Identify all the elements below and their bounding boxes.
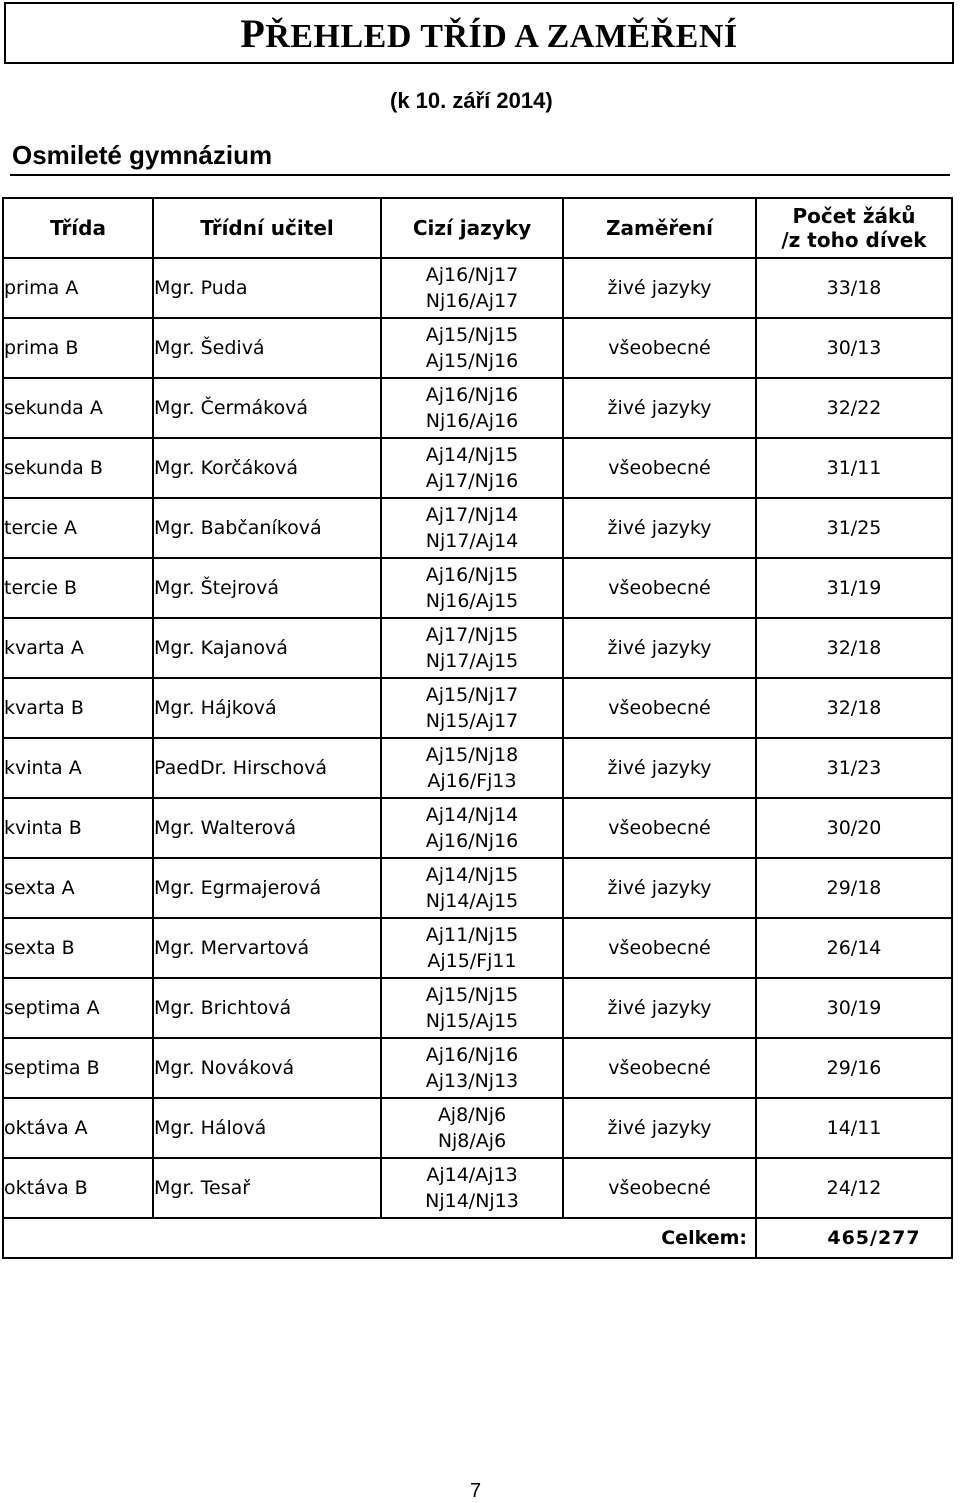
language-group-2: Nj8/Aj6	[437, 1130, 507, 1152]
cell-count: 32/18	[756, 618, 952, 678]
cell-class: tercie A	[3, 498, 153, 558]
cell-teacher: Mgr. Egrmajerová	[153, 858, 381, 918]
cell-count: 31/11	[756, 438, 952, 498]
table-row	[3, 438, 952, 498]
language-group-1: Aj15/Nj18	[425, 744, 519, 766]
title-box	[4, 2, 954, 64]
title-rest: ŘEHLED TŘÍD A ZAMĚŘENÍ	[265, 17, 738, 55]
language-group-1: Aj15/Nj17	[425, 684, 519, 706]
cell-languages	[381, 558, 563, 618]
language-group-1: Aj17/Nj15	[425, 624, 519, 646]
cell-focus: všeobecné	[563, 798, 756, 858]
cell-count: 33/18	[756, 258, 952, 318]
cell-class: tercie B	[3, 558, 153, 618]
language-group-1: Aj15/Nj15	[425, 324, 519, 346]
cell-languages	[381, 1158, 563, 1218]
language-group-2: Nj17/Aj14	[425, 530, 519, 552]
cell-languages	[381, 738, 563, 798]
table-row	[3, 378, 952, 438]
cell-teacher: Mgr. Puda	[153, 258, 381, 318]
cell-class: sekunda A	[3, 378, 153, 438]
cell-count: 30/19	[756, 978, 952, 1038]
cell-focus: živé jazyky	[563, 1098, 756, 1158]
cell-class: oktáva B	[3, 1158, 153, 1218]
divider-line	[10, 174, 950, 176]
cell-focus: všeobecné	[563, 558, 756, 618]
header-count	[756, 198, 952, 258]
cell-class: kvarta B	[3, 678, 153, 738]
cell-count: 31/25	[756, 498, 952, 558]
cell-focus: živé jazyky	[563, 858, 756, 918]
language-group-2: Aj15/Fj11	[427, 950, 517, 972]
table-row	[3, 1038, 952, 1098]
cell-count: 31/19	[756, 558, 952, 618]
cell-count: 24/12	[756, 1158, 952, 1218]
cell-count: 30/13	[756, 318, 952, 378]
header-focus: Zaměření	[563, 198, 756, 258]
table-row	[3, 558, 952, 618]
total-row	[3, 1218, 952, 1258]
cell-class: kvarta A	[3, 618, 153, 678]
cell-teacher: Mgr. Šedivá	[153, 318, 381, 378]
cell-languages	[381, 678, 563, 738]
table-row	[3, 1098, 952, 1158]
cell-count: 30/20	[756, 798, 952, 858]
cell-focus: všeobecné	[563, 1038, 756, 1098]
cell-focus: všeobecné	[563, 678, 756, 738]
language-group-2: Aj16/Nj16	[425, 830, 519, 852]
cell-teacher: Mgr. Hájková	[153, 678, 381, 738]
cell-languages	[381, 858, 563, 918]
table-header-row	[3, 198, 952, 258]
total-label: Celkem:	[3, 1218, 756, 1258]
language-group-1: Aj16/Nj16	[425, 384, 519, 406]
header-languages: Cizí jazyky	[381, 198, 563, 258]
cell-languages	[381, 378, 563, 438]
language-group-2: Nj16/Aj17	[425, 290, 519, 312]
language-group-1: Aj14/Nj15	[425, 444, 519, 466]
language-group-2: Aj13/Nj13	[425, 1070, 519, 1092]
cell-class: prima A	[3, 258, 153, 318]
language-group-2: Aj15/Nj16	[425, 350, 519, 372]
cell-count: 29/16	[756, 1038, 952, 1098]
cell-class: prima B	[3, 318, 153, 378]
date-subtitle: (k 10. září 2014)	[390, 88, 553, 113]
cell-teacher: Mgr. Hálová	[153, 1098, 381, 1158]
header-class: Třída	[3, 198, 153, 258]
language-group-1: Aj15/Nj15	[425, 984, 519, 1006]
language-group-2: Nj14/Aj15	[425, 890, 519, 912]
cell-class: oktáva A	[3, 1098, 153, 1158]
language-group-1: Aj17/Nj14	[425, 504, 519, 526]
language-group-2: Nj15/Aj15	[425, 1010, 519, 1032]
cell-languages	[381, 1038, 563, 1098]
table-row	[3, 918, 952, 978]
language-group-2: Nj17/Aj15	[425, 650, 519, 672]
cell-teacher: Mgr. Štejrová	[153, 558, 381, 618]
table-row	[3, 498, 952, 558]
language-group-2: Nj16/Aj15	[425, 590, 519, 612]
language-group-1: Aj16/Nj17	[425, 264, 519, 286]
page-title	[220, 10, 737, 57]
cell-teacher: Mgr. Tesař	[153, 1158, 381, 1218]
table-row	[3, 1158, 952, 1218]
language-group-1: Aj14/Nj14	[425, 804, 519, 826]
table-row	[3, 858, 952, 918]
cell-languages	[381, 798, 563, 858]
language-group-1: Aj16/Nj15	[425, 564, 519, 586]
language-group-1: Aj8/Nj6	[437, 1104, 507, 1126]
cell-languages	[381, 318, 563, 378]
table-row	[3, 978, 952, 1038]
cell-class: kvinta B	[3, 798, 153, 858]
cell-teacher: Mgr. Mervartová	[153, 918, 381, 978]
cell-languages	[381, 258, 563, 318]
cell-focus: živé jazyky	[563, 498, 756, 558]
cell-class: septima A	[3, 978, 153, 1038]
cell-languages	[381, 918, 563, 978]
cell-teacher: Mgr. Nováková	[153, 1038, 381, 1098]
cell-class: kvinta A	[3, 738, 153, 798]
cell-focus: všeobecné	[563, 318, 756, 378]
cell-count: 26/14	[756, 918, 952, 978]
cell-focus: živé jazyky	[563, 618, 756, 678]
table-row	[3, 798, 952, 858]
language-group-1: Aj14/Nj15	[425, 864, 519, 886]
header-teacher: Třídní učitel	[153, 198, 381, 258]
cell-languages	[381, 438, 563, 498]
cell-teacher: Mgr. Kajanová	[153, 618, 381, 678]
cell-teacher: Mgr. Korčáková	[153, 438, 381, 498]
cell-focus: všeobecné	[563, 918, 756, 978]
cell-teacher: PaedDr. Hirschová	[153, 738, 381, 798]
title-first-letter: P	[240, 10, 266, 56]
cell-focus: živé jazyky	[563, 378, 756, 438]
cell-languages	[381, 498, 563, 558]
cell-teacher: Mgr. Brichtová	[153, 978, 381, 1038]
language-group-2: Nj14/Nj13	[425, 1190, 519, 1212]
cell-count: 31/23	[756, 738, 952, 798]
cell-count: 32/22	[756, 378, 952, 438]
cell-class: sexta B	[3, 918, 153, 978]
table-row	[3, 738, 952, 798]
language-group-2: Nj15/Aj17	[425, 710, 519, 732]
table-row	[3, 618, 952, 678]
cell-languages	[381, 978, 563, 1038]
class-overview-table	[2, 197, 953, 1259]
cell-focus: všeobecné	[563, 438, 756, 498]
language-group-1: Aj16/Nj16	[425, 1044, 519, 1066]
language-group-2: Nj16/Aj16	[425, 410, 519, 432]
header-count-line1: Počet žáků	[792, 204, 916, 228]
cell-count: 14/11	[756, 1098, 952, 1158]
language-group-2: Aj17/Nj16	[425, 470, 519, 492]
language-group-1: Aj11/Nj15	[425, 924, 519, 946]
cell-class: sexta A	[3, 858, 153, 918]
language-group-1: Aj14/Aj13	[426, 1164, 518, 1186]
table-row	[3, 678, 952, 738]
cell-count: 29/18	[756, 858, 952, 918]
cell-count: 32/18	[756, 678, 952, 738]
cell-class: septima B	[3, 1038, 153, 1098]
language-group-2: Aj16/Fj13	[427, 770, 517, 792]
total-value: 465/277	[756, 1218, 952, 1258]
cell-focus: všeobecné	[563, 1158, 756, 1218]
cell-focus: živé jazyky	[563, 738, 756, 798]
cell-teacher: Mgr. Walterová	[153, 798, 381, 858]
cell-languages	[381, 1098, 563, 1158]
cell-focus: živé jazyky	[563, 978, 756, 1038]
cell-class: sekunda B	[3, 438, 153, 498]
table-row	[3, 258, 952, 318]
school-name: Osmileté gymnázium	[12, 140, 273, 170]
cell-teacher: Mgr. Babčaníková	[153, 498, 381, 558]
header-count-line2: /z toho dívek	[781, 228, 927, 252]
cell-focus: živé jazyky	[563, 258, 756, 318]
cell-languages	[381, 618, 563, 678]
table-row	[3, 318, 952, 378]
cell-teacher: Mgr. Čermáková	[153, 378, 381, 438]
page-number: 7	[470, 1480, 482, 1502]
